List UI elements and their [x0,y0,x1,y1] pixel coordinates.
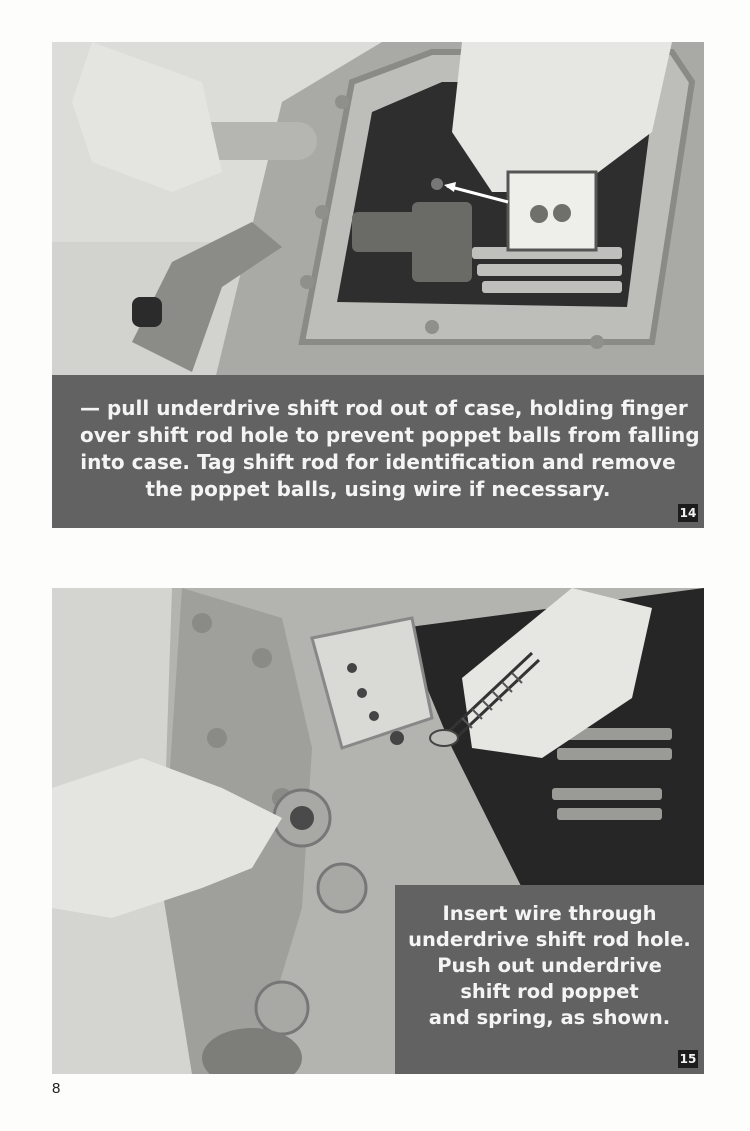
caption-line: and spring, as shown. [428,1006,671,1029]
page-number: 8 [52,1080,61,1097]
figure-15-caption [395,885,704,1074]
figure-14-photo [52,42,704,528]
figure-14-caption [52,375,704,528]
caption-line: over shift rod hole to prevent poppet balls from falling [80,423,700,447]
caption-line: into case. Tag shift rod for identification and remove [80,450,676,474]
figure-15-photo [52,588,704,1074]
caption-line: shift rod poppet [460,980,639,1003]
caption-line: Insert wire through [442,902,657,925]
figure-number-badge: 14 [679,506,697,520]
figure-number-badge: 15 [679,1052,697,1066]
caption-line: the poppet balls, using wire if necessary. [145,477,611,501]
caption-line: Push out underdrive [437,954,662,977]
caption-line: — pull underdrive shift rod out of case, holding finger [80,396,688,420]
caption-line: underdrive shift rod hole. [408,928,691,951]
